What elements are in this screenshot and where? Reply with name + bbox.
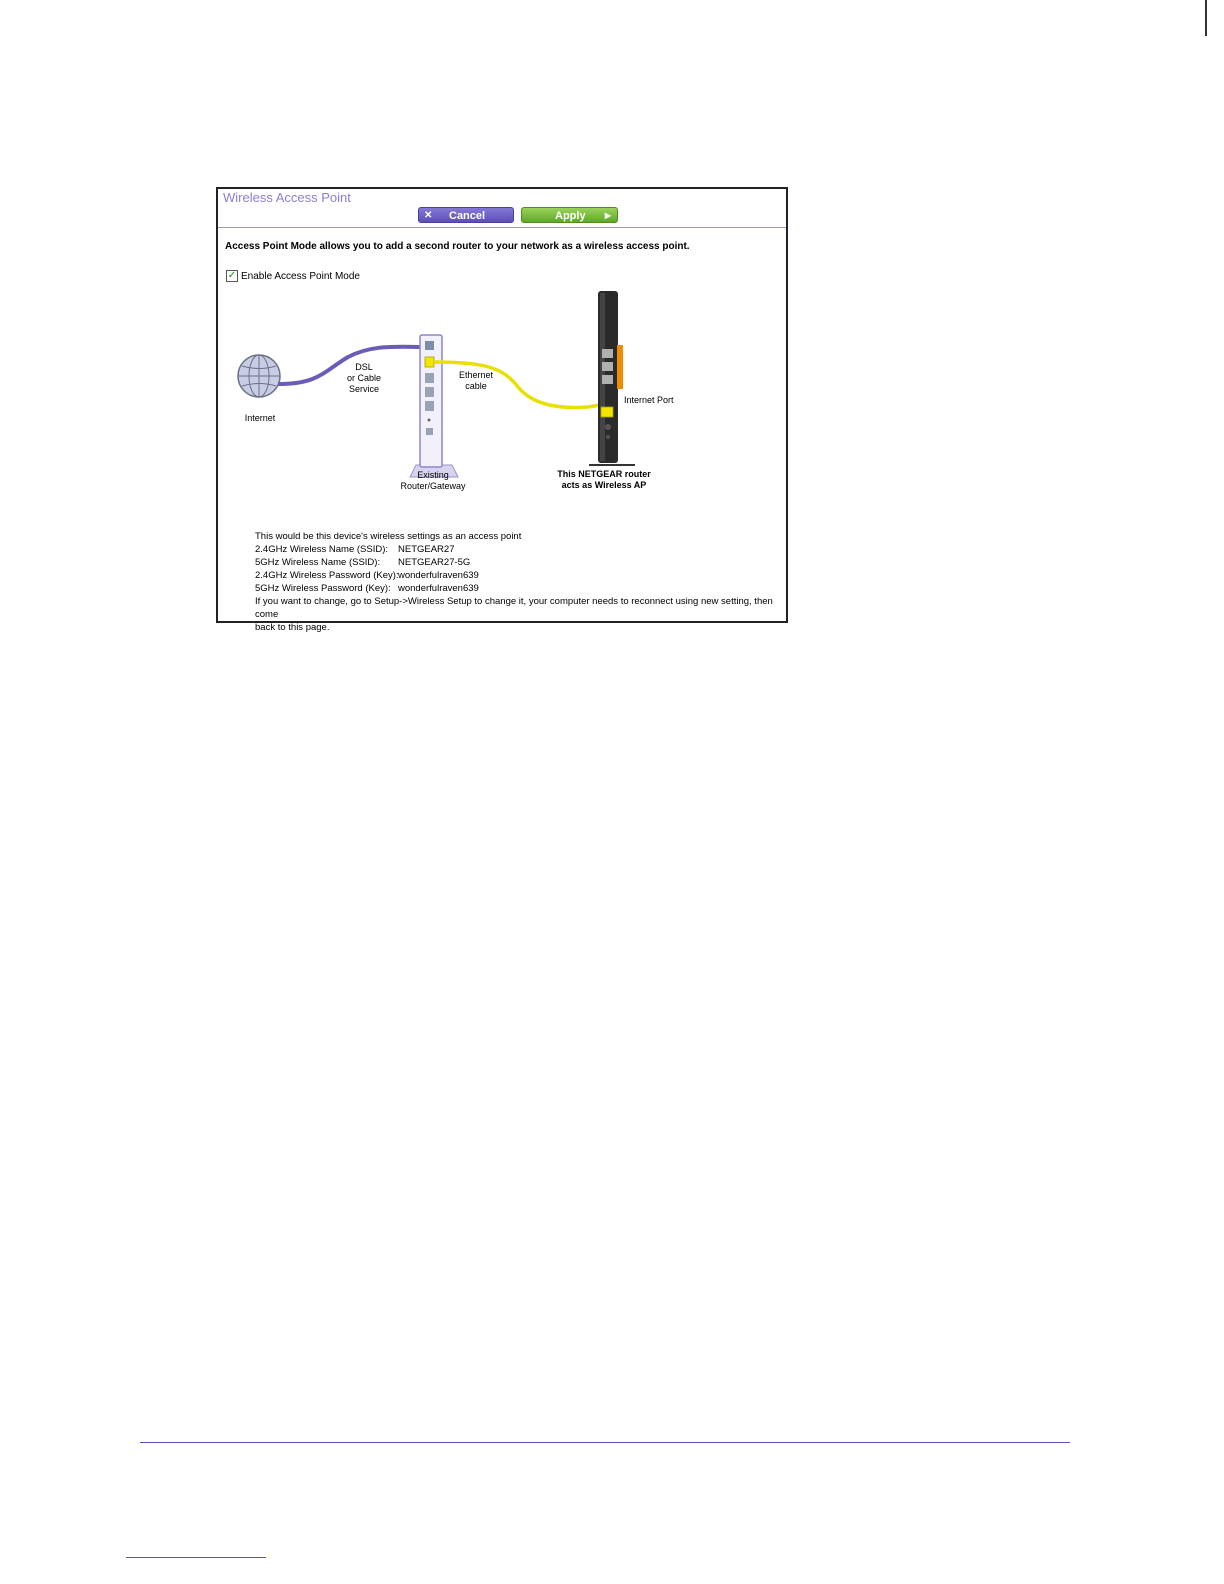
- checkmark-icon: ✓: [227, 270, 237, 281]
- arrow-right-icon: ▶: [604, 211, 611, 220]
- list-item: [255, 543, 786, 556]
- globe-icon: [238, 355, 280, 397]
- enable-ap-mode-checkbox[interactable]: [226, 270, 238, 282]
- change-note-line2: back to this page.: [255, 622, 330, 633]
- close-icon: ✕: [424, 210, 433, 221]
- list-item: [255, 582, 786, 595]
- setting-value: NETGEAR27: [398, 544, 455, 555]
- ap-settings-heading: This would be this device's wireless settings as an access point: [255, 531, 522, 542]
- list-item: [255, 569, 786, 582]
- setting-value: NETGEAR27-5G: [398, 557, 471, 568]
- dsl-label-line1: DSL: [355, 362, 373, 372]
- existing-router-icon: [410, 335, 458, 477]
- internet-label: Internet: [244, 413, 276, 423]
- netgear-router-label-line2: acts as Wireless AP: [561, 480, 647, 490]
- setting-value: wonderfulraven639: [398, 570, 479, 581]
- ethernet-cable: [434, 362, 600, 407]
- internet-port-label: Internet Port: [624, 395, 674, 405]
- intro-text: Access Point Mode allows you to add a second router to your network as a wireless access point.: [225, 241, 690, 252]
- existing-router-label-line1: Existing: [417, 470, 449, 480]
- netgear-router-label-line1: This NETGEAR router: [557, 469, 651, 479]
- ap-settings-info: [255, 530, 786, 634]
- change-note-line1: If you want to change, go to Setup->Wireless Setup to change it, your computer needs to reconnect using new setting, then come: [255, 596, 773, 620]
- cancel-button[interactable]: [418, 207, 514, 223]
- setting-key: 2.4GHz Wireless Password (Key):: [255, 570, 399, 581]
- apply-button[interactable]: [521, 207, 618, 223]
- apply-button-label: Apply: [555, 210, 586, 222]
- list-item: [255, 556, 786, 569]
- setting-key: 2.4GHz Wireless Name (SSID):: [255, 544, 389, 555]
- netgear-router-icon: [589, 291, 635, 465]
- footer-link-underline: [126, 1557, 266, 1558]
- enable-ap-mode-row: [226, 270, 360, 282]
- setting-key: 5GHz Wireless Name (SSID):: [255, 557, 381, 568]
- footer-divider: [140, 1442, 1070, 1443]
- setting-key: 5GHz Wireless Password (Key):: [255, 583, 391, 594]
- wireless-access-point-panel: [216, 187, 788, 633]
- dsl-label-line3: Service: [348, 384, 380, 394]
- setting-value: wonderfulraven639: [398, 583, 479, 594]
- enable-ap-mode-label: Enable Access Point Mode: [241, 270, 360, 282]
- page-edge-mark: [1205, 0, 1207, 36]
- dsl-label-line2: or Cable: [346, 373, 382, 383]
- cancel-button-label: Cancel: [449, 210, 486, 222]
- ethernet-label-line1: Ethernet: [458, 370, 494, 380]
- ethernet-label-line2: cable: [465, 381, 487, 391]
- page-title: Wireless Access Point: [223, 190, 351, 205]
- header-divider: [218, 227, 786, 228]
- network-diagram: [228, 287, 778, 509]
- existing-router-label-line2: Router/Gateway: [400, 481, 466, 491]
